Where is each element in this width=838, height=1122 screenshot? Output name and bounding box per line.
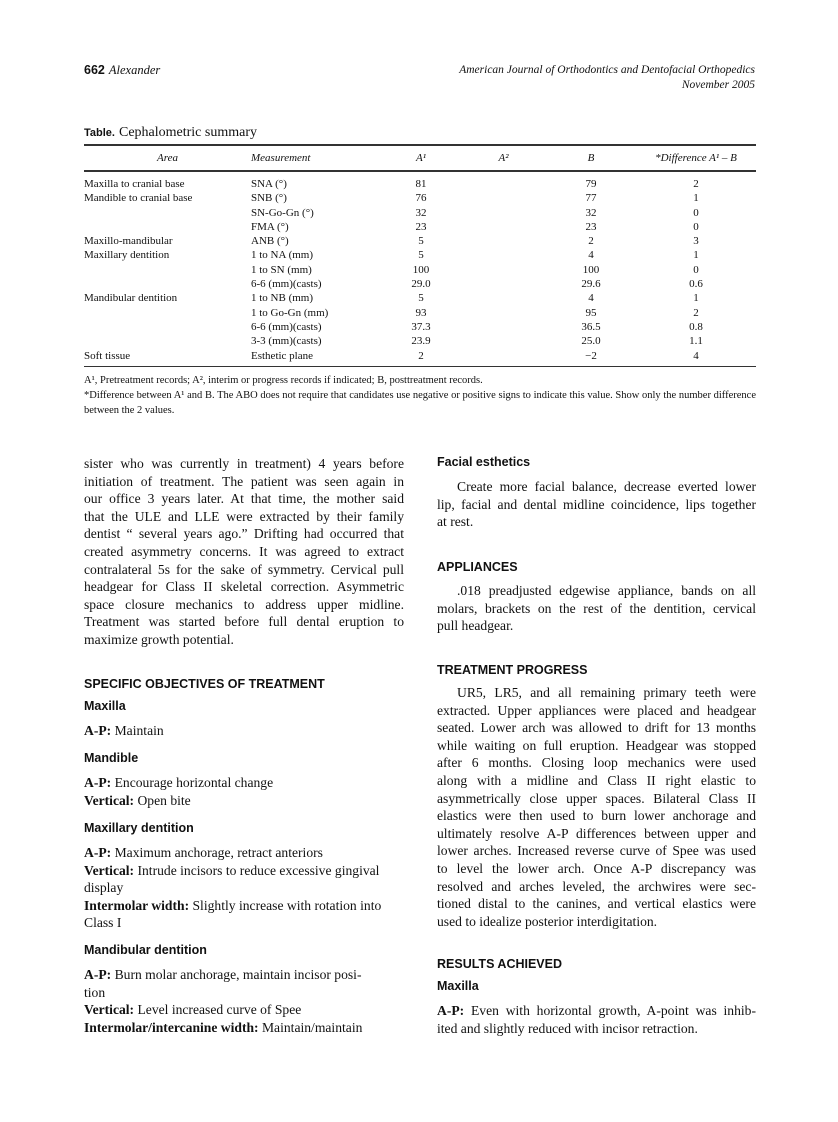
table-cell: 37.3 <box>411 320 431 333</box>
table-cell: 2 <box>588 235 594 248</box>
subheading: Facial esthetics <box>437 455 531 469</box>
running-header-left <box>84 63 160 78</box>
table-cell: 1 to NA (mm) <box>251 249 314 262</box>
result: A-P: Even with horizontal growth, A-point was inhib- ited and slightly reduced with incisor retraction. <box>437 1003 756 1036</box>
table-row <box>84 248 756 262</box>
table-cell: 81 <box>415 178 427 190</box>
table-row <box>84 277 756 291</box>
text-line: resolved and arches leveled, the archwires were sec- <box>437 878 756 894</box>
table-cell <box>461 291 546 305</box>
table-cell: 93 <box>415 306 427 319</box>
column-header: Area <box>84 145 251 171</box>
progress-paragraph <box>437 684 756 930</box>
text-line: to level the lower arch. Once A-P discrepancy was <box>437 860 756 876</box>
table-cell: 36.5 <box>581 320 601 333</box>
text-line: space closure mechanics to address upper midline. <box>84 596 404 612</box>
text-line: our office 3 years later. At that time, the mother said <box>84 491 404 507</box>
subheading: Mandible <box>84 751 139 765</box>
table-cell: 1 <box>693 192 699 205</box>
table-cell: 4 <box>588 249 594 262</box>
section-heading: TREATMENT PROGRESS <box>437 663 588 677</box>
text-line: that the ULE and LLE were extracted by their family <box>84 508 404 524</box>
table-cell <box>84 206 251 220</box>
table-footnotes <box>84 373 756 418</box>
table-row <box>84 306 756 320</box>
table-cell: 76 <box>415 192 427 205</box>
table-cell: 79 <box>585 178 597 190</box>
table-cell: 4 <box>588 292 594 305</box>
table-row <box>84 291 756 305</box>
text-line: elastics were then used to burn lower anchorage and <box>437 808 756 824</box>
table-cell: Esthetic plane <box>251 349 381 367</box>
table-cell: Mandible to cranial base <box>84 192 193 205</box>
facial-paragraph <box>437 478 756 531</box>
table-cell <box>84 277 251 291</box>
table-row <box>84 234 756 248</box>
section-heading: RESULTS ACHIEVED <box>437 957 563 971</box>
running-header-right <box>459 63 755 93</box>
table-cell: 5 <box>418 292 424 305</box>
table-cell: FMA (°) <box>251 220 289 233</box>
table-cell: 95 <box>585 306 597 319</box>
objective: A-P: Burn molar anchorage, maintain incisor posi- tion Vertical: Level increased curve of Spee Intermolar/intercanine width: Maintain/maintain <box>84 967 363 1035</box>
table-cell: 3 <box>693 235 699 248</box>
subheading: Maxilla <box>84 699 126 713</box>
table-cell: 5 <box>418 235 424 248</box>
table-row <box>84 320 756 334</box>
table-cell: 1 <box>693 249 699 262</box>
table-cell <box>461 277 546 291</box>
table-cell: 100 <box>582 263 600 276</box>
table-cell: −2 <box>546 349 636 367</box>
table-cell <box>84 334 251 348</box>
table-cell: 0 <box>693 220 699 233</box>
table-cell <box>461 349 546 367</box>
objective: A-P: Encourage horizontal change Vertical: Open bite <box>84 775 274 808</box>
table-cell <box>461 191 546 205</box>
table-cell <box>461 220 546 234</box>
author: Alexander <box>108 63 161 77</box>
table-cell <box>461 234 546 248</box>
subheading: Maxillary dentition <box>84 821 194 835</box>
column-header: A¹ <box>381 145 461 171</box>
table-cell: 32 <box>415 206 427 219</box>
table-cell <box>84 320 251 334</box>
issue-date: November 2005 <box>681 79 755 91</box>
text-line: headgear for Class II skeletal correction. Asymmetric <box>84 579 404 595</box>
table-cell: 1 to Go-Gn (mm) <box>251 306 329 319</box>
text-line: initiation of treatment. The patient was seen again in <box>84 473 404 489</box>
text-line: used to idealize posterior interdigitation. <box>437 913 658 929</box>
text-line: along with a midline and Class II right elastic to <box>437 772 756 788</box>
column-header: *Difference A¹ – B <box>636 145 756 171</box>
table-cell: SN-Go-Gn (°) <box>251 206 314 219</box>
table-cell: SNB (°) <box>251 192 287 205</box>
page-number: 662 <box>84 63 105 77</box>
footnote: A¹, Pretreatment records; A², interim or progress records if indicated; B, posttreatment records. <box>84 375 483 386</box>
appliances-paragraph <box>437 582 756 635</box>
text-line: lower arches. Increased reverse curve of Spee was used <box>437 843 756 859</box>
footnote: *Difference between A¹ and B. The ABO does not require that candidates use negative or positive signs to indicate this value. Show only the number difference between the 2 values. <box>84 390 756 416</box>
table-cell: 23.9 <box>411 335 431 348</box>
table-cell: 0.8 <box>689 320 703 333</box>
section-heading: APPLIANCES <box>437 560 518 574</box>
table-cell <box>461 171 546 191</box>
table-cell: 23 <box>585 220 597 233</box>
table-row <box>84 349 756 367</box>
text-line: created asymmetry concerns. It was agreed to extract <box>84 543 404 559</box>
text-line: pull headgear. <box>437 618 514 634</box>
table-cell <box>84 220 251 234</box>
text-line: dentist “ several years ago.” Drifting had occurred that <box>84 526 404 542</box>
table-cell: Maxillary dentition <box>84 249 170 262</box>
text-line: extracted. Upper appliances were placed and headgear <box>437 702 756 718</box>
table-caption: Table. Cephalometric summary <box>84 125 258 140</box>
table-cell: 6-6 (mm)(casts) <box>251 320 322 333</box>
table-cell: 23 <box>415 220 427 233</box>
text-line: maximize growth potential. <box>84 631 234 647</box>
column-header: Measurement <box>251 145 381 171</box>
text-line: UR5, LR5, and all remaining primary teeth were <box>457 685 756 700</box>
text-line: ultimately resolve A-P differences between upper and <box>437 825 756 841</box>
table-row <box>84 206 756 220</box>
table-cell: 2 <box>381 349 461 367</box>
text-line: .018 preadjusted edgewise appliance, bands on all <box>457 583 756 598</box>
text-line: while waiting on full eruption. Headgear was stopped <box>437 737 756 753</box>
table-cell: 1 to SN (mm) <box>251 263 312 276</box>
table-cell <box>461 248 546 262</box>
table-cell: 5 <box>418 249 424 262</box>
table-cell <box>84 263 251 277</box>
table-cell: ANB (°) <box>251 235 289 248</box>
text-line: tioned distal to the canines, and vertical elastics were <box>437 896 756 912</box>
journal-title: American Journal of Orthodontics and Dentofacial Orthopedics <box>459 64 755 76</box>
table-cell: 25.0 <box>581 335 601 348</box>
table-cell: Mandibular dentition <box>84 292 178 305</box>
objective: A-P: Maintain <box>84 723 164 738</box>
text-line: sister who was currently in treatment) 4 years before <box>84 456 404 471</box>
subheading: Maxilla <box>437 979 479 993</box>
table-cell <box>84 306 251 320</box>
text-line: Create more facial balance, decrease everted lower <box>457 479 756 494</box>
text-line: contralateral 5s for the sake of symmetry. Cervical pull <box>84 561 404 577</box>
table-cell <box>461 306 546 320</box>
table-cell: 1 <box>693 292 699 305</box>
text-line: at rest. <box>437 514 474 530</box>
table-cell <box>461 263 546 277</box>
table-cell: Maxillo-mandibular <box>84 235 173 248</box>
table-row <box>84 220 756 234</box>
table-cell <box>461 320 546 334</box>
table-cell: Maxilla to cranial base <box>84 178 185 190</box>
table-cell: 4 <box>636 349 756 367</box>
table-cell: 0.6 <box>689 278 703 291</box>
table-row <box>84 334 756 348</box>
objective: A-P: Maximum anchorage, retract anteriors Vertical: Intrude incisors to reduce excessive gingival display Intermolar width: Slightly increase with rotation into Class I <box>84 845 382 931</box>
table-cell: SNA (°) <box>251 178 287 190</box>
table-cell: 32 <box>585 206 597 219</box>
table-cell <box>461 334 546 348</box>
table-row <box>84 263 756 277</box>
table-cell: 0 <box>693 263 699 276</box>
text-line: molars, brackets on the rest of the dentition, cervical <box>437 600 756 616</box>
table-cell: 100 <box>412 263 430 276</box>
table-cell: 0 <box>693 206 699 219</box>
table-cell: 3-3 (mm)(casts) <box>251 335 322 348</box>
table-cell <box>461 206 546 220</box>
text-line: asymmetrically close upper spaces. Bilateral Class II <box>437 790 756 806</box>
table-row <box>84 171 756 191</box>
cephalometric-table <box>84 144 756 367</box>
text-line: Treatment was started before full dental eruption to <box>84 614 404 630</box>
section-heading: SPECIFIC OBJECTIVES OF TREATMENT <box>84 677 325 691</box>
column-header: B <box>546 145 636 171</box>
table-cell: 2 <box>693 306 699 319</box>
text-line: seated. Lower arch was allowed to drift for 13 months <box>437 720 756 736</box>
table-cell: Soft tissue <box>84 349 251 367</box>
table-cell: 2 <box>693 178 699 190</box>
table-cell: 29.0 <box>411 278 431 291</box>
table-cell: 29.6 <box>581 278 601 291</box>
table-row <box>84 191 756 205</box>
intro-paragraph <box>84 455 404 649</box>
text-line: lip, facial and dental midline coincidence, lips together <box>437 496 756 512</box>
table-cell: 1.1 <box>689 335 703 348</box>
table-cell: 77 <box>585 192 597 205</box>
subheading: Mandibular dentition <box>84 943 207 957</box>
table-cell: 1 to NB (mm) <box>251 292 314 305</box>
column-header: A² <box>461 145 546 171</box>
table-cell: 6-6 (mm)(casts) <box>251 278 322 291</box>
text-line: after 6 months. Closing loop mechanics were used <box>437 755 756 771</box>
